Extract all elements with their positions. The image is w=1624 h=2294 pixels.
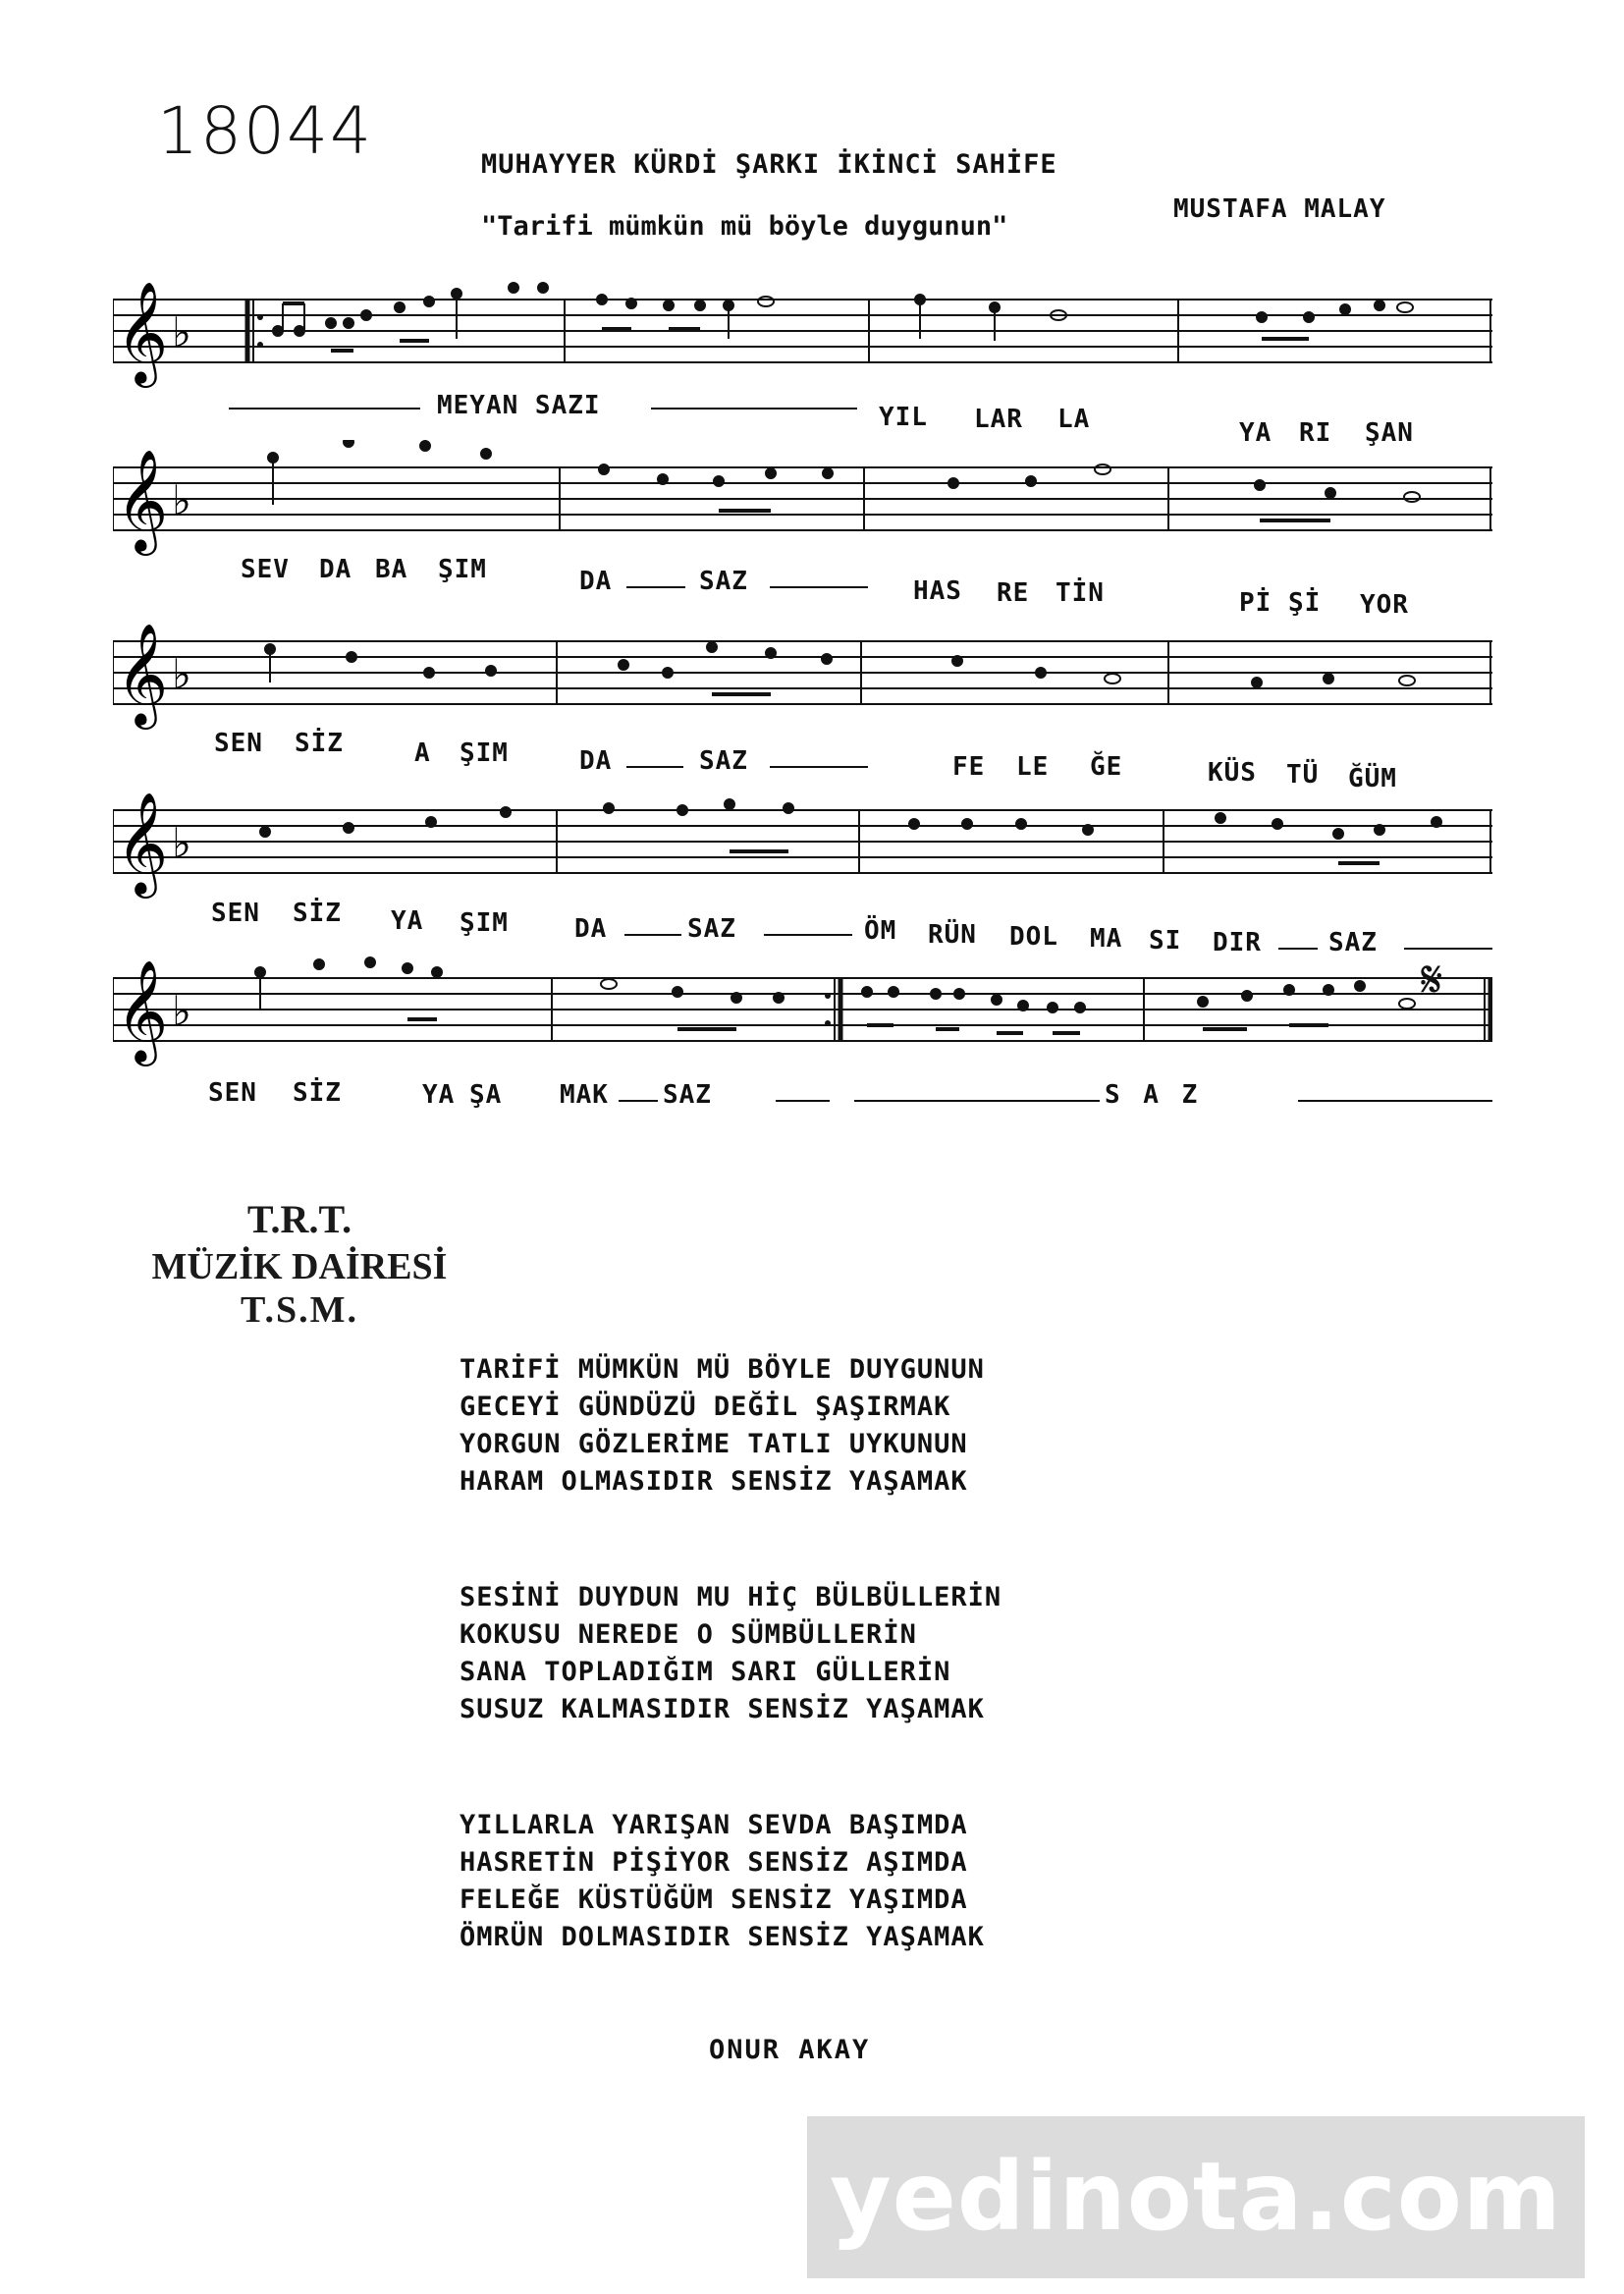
flat-icon: ♭ — [172, 987, 191, 1035]
segno-icon: 𝄋 — [1421, 951, 1443, 1010]
lyric-syllable: ĞE — [1090, 752, 1123, 782]
lyric-syllable: YA — [391, 906, 424, 936]
lyric-syllable: MA — [1090, 924, 1123, 954]
lyricist-name: ONUR AKAY — [709, 2035, 871, 2065]
staff-3 — [113, 614, 1492, 741]
verse-line: ÖMRÜN DOLMASIDIR SENSİZ YAŞAMAK — [460, 1922, 985, 1952]
lyric-syllable: ŞIM — [460, 738, 509, 768]
lyric-syllable: RI — [1299, 418, 1332, 448]
treble-clef-icon: 𝄞 — [116, 792, 169, 895]
lyric-syllable: FE — [952, 752, 986, 782]
stamp-line-2: MÜZİK DAİRESİ — [151, 1246, 448, 1287]
lyric-syllable: SEN — [208, 1078, 257, 1108]
lyric-syllable: LA — [1057, 405, 1091, 434]
lyric-syllable: RÜN — [928, 920, 977, 950]
lyric-syllable: HAS — [913, 576, 962, 606]
trt-stamp — [137, 1196, 461, 1330]
lyric-syllable: SI — [1149, 926, 1182, 956]
verse-line: FELEĞE KÜSTÜĞÜM SENSİZ YAŞIMDA — [460, 1884, 968, 1915]
verse-line: TARİFİ MÜMKÜN MÜ BÖYLE DUYGUNUN — [460, 1354, 985, 1385]
lyric-syllable: ŞIM — [438, 555, 487, 584]
verse-1 — [460, 1351, 985, 1501]
staff-5 — [113, 951, 1492, 1078]
lyric-syllable: ÖM — [864, 916, 897, 946]
treble-clef-icon: 𝄞 — [116, 959, 169, 1063]
catalog-number: 18044 — [157, 93, 373, 169]
lyric-syllable: KÜS — [1208, 758, 1257, 788]
flat-icon: ♭ — [172, 476, 191, 524]
verse-line: SANA TOPLADIĞIM SARI GÜLLERİN — [460, 1657, 951, 1687]
treble-clef-icon: 𝄞 — [116, 281, 169, 384]
song-subtitle: "Tarifi mümkün mü böyle duygunun" — [481, 211, 1008, 242]
lyrics-row-2 — [0, 555, 1624, 620]
lyric-syllable: YOR — [1360, 590, 1409, 620]
treble-clef-icon: 𝄞 — [116, 449, 169, 552]
lyrics-row-1 — [0, 391, 1624, 448]
verse-line: SUSUZ KALMASIDIR SENSİZ YAŞAMAK — [460, 1694, 985, 1724]
lyric-syllable: SİZ — [293, 899, 342, 928]
lyric-syllable: TÜ — [1286, 760, 1320, 790]
lyric-syllable: RE — [997, 578, 1030, 608]
verse-line: GECEYİ GÜNDÜZÜ DEĞİL ŞAŞIRMAK — [460, 1392, 951, 1422]
lyrics-row-3 — [0, 729, 1624, 793]
lyric-syllable: YIL — [879, 403, 928, 432]
staff-4 — [113, 783, 1492, 910]
lyric-syllable: DIR — [1213, 928, 1262, 957]
lyric-syllable: S A Z — [1105, 1080, 1202, 1110]
lyric-syllable: SİZ — [293, 1078, 342, 1108]
verse-line: HASRETİN PİŞİYOR SENSİZ AŞIMDA — [460, 1847, 968, 1878]
verse-2 — [460, 1579, 1001, 1728]
lyric-syllable: MAK — [560, 1080, 609, 1110]
lyric-syllable: DA — [579, 567, 613, 596]
composer-name: MUSTAFA MALAY — [1173, 194, 1386, 224]
lyrics-row-5 — [0, 1078, 1624, 1118]
lyrics-row-4 — [0, 899, 1624, 957]
verse-line: SESİNİ DUYDUN MU HİÇ BÜLBÜLLERİN — [460, 1582, 1002, 1612]
verse-line: YILLARLA YARIŞAN SEVDA BAŞIMDA — [460, 1810, 968, 1840]
lyric-syllable: LAR — [974, 405, 1023, 434]
staff-1 — [113, 280, 1492, 408]
lyric-syllable: TİN — [1056, 578, 1105, 608]
lyric-syllable: A — [414, 738, 431, 768]
lyric-syllable: ŞAN — [1365, 418, 1414, 448]
watermark-text: yedinota.com — [830, 2142, 1562, 2252]
verse-3 — [460, 1807, 985, 1956]
lyric-syllable: ĞÜM — [1348, 764, 1397, 793]
staff-2 — [113, 440, 1492, 568]
lyric-syllable: SAZ — [699, 567, 748, 596]
lyric-syllable: DOL — [1009, 922, 1058, 952]
verse-line: YORGUN GÖZLERİME TATLI UYKUNUN — [460, 1429, 968, 1459]
lyric-syllable: SEN — [214, 729, 263, 758]
treble-clef-icon: 𝄞 — [116, 623, 169, 726]
lyric-syllable: SAZ — [1328, 928, 1378, 957]
flat-icon: ♭ — [172, 308, 191, 356]
lyric-syllable: SİZ — [295, 729, 344, 758]
song-title: MUHAYYER KÜRDİ ŞARKI İKİNCİ SAHİFE — [481, 149, 1057, 180]
lyric-syllable: YA — [422, 1080, 456, 1110]
lyric-syllable: LE — [1016, 752, 1050, 782]
lyric-syllable: MEYAN SAZI — [437, 391, 601, 420]
verse-line: KOKUSU NEREDE O SÜMBÜLLERİN — [460, 1619, 917, 1650]
lyric-syllable: SAZ — [699, 746, 748, 776]
lyric-syllable: DA — [319, 555, 352, 584]
lyric-syllable: ŞA — [469, 1080, 503, 1110]
lyric-syllable: Şİ — [1288, 588, 1322, 618]
lyric-syllable: YA — [1239, 418, 1272, 448]
lyric-syllable: ŞIM — [460, 908, 509, 938]
lyric-syllable: SAZ — [687, 914, 736, 944]
lyric-syllable: SEN — [211, 899, 260, 928]
flat-icon: ♭ — [172, 650, 191, 698]
verse-line: HARAM OLMASIDIR SENSİZ YAŞAMAK — [460, 1466, 968, 1497]
lyric-syllable: SEV — [241, 555, 290, 584]
stamp-line-3: T.S.M. — [240, 1289, 359, 1331]
lyric-syllable: Pİ — [1239, 588, 1272, 618]
flat-icon: ♭ — [172, 819, 191, 867]
lyric-syllable: DA — [574, 914, 608, 944]
lyric-syllable: DA — [579, 746, 613, 776]
stamp-line-1: T.R.T. — [246, 1197, 352, 1241]
lyric-syllable: BA — [375, 555, 408, 584]
lyric-syllable: SAZ — [663, 1080, 712, 1110]
